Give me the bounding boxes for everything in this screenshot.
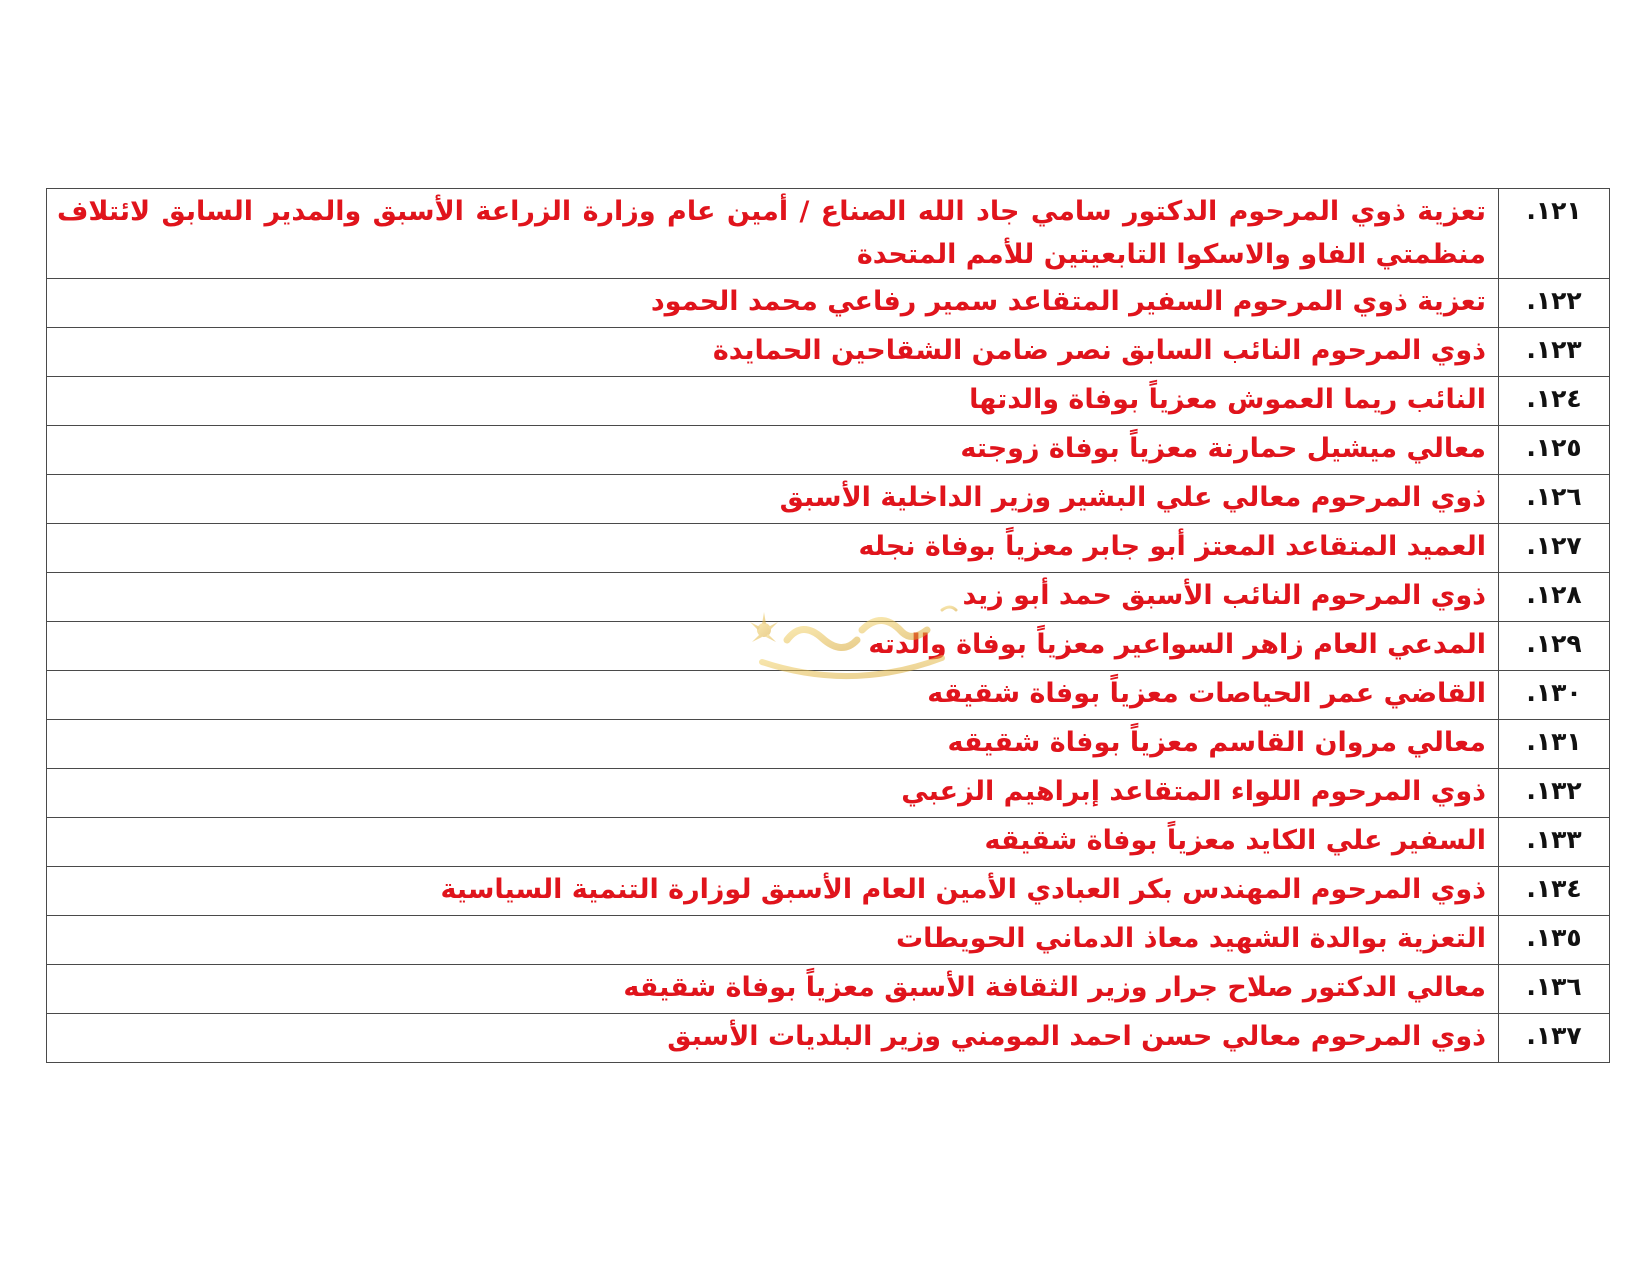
- condolence-text: العميد المتقاعد المعتز أبو جابر معزياً بوفاة نجله: [47, 524, 1499, 573]
- table-row: [47, 622, 1610, 671]
- row-number: ١٢٦.: [1499, 475, 1610, 524]
- table-row: [47, 867, 1610, 916]
- condolence-text: ذوي المرحوم النائب السابق نصر ضامن الشقاحين الحمايدة: [47, 328, 1499, 377]
- condolence-table: [46, 188, 1610, 1063]
- condolence-text: ذوي المرحوم النائب الأسبق حمد أبو زيد: [47, 573, 1499, 622]
- table-row: [47, 818, 1610, 867]
- table-row: [47, 426, 1610, 475]
- condolence-text: تعزية ذوي المرحوم الدكتور سامي جاد الله الصناع / أمين عام وزارة الزراعة الأسبق والمدير السابق لائتلاف منظمتي الفاو والاسكوا التابعيتين للأمم المتحدة: [47, 189, 1499, 279]
- row-number: ١٣٣.: [1499, 818, 1610, 867]
- row-number: ١٢٧.: [1499, 524, 1610, 573]
- row-number: ١٣٧.: [1499, 1014, 1610, 1063]
- table-row: [47, 916, 1610, 965]
- table-row: [47, 769, 1610, 818]
- table-row: [47, 1014, 1610, 1063]
- table-row: [47, 377, 1610, 426]
- row-number: ١٢٤.: [1499, 377, 1610, 426]
- condolence-text: ذوي المرحوم المهندس بكر العبادي الأمين العام الأسبق لوزارة التنمية السياسية: [47, 867, 1499, 916]
- row-number: ١٢٢.: [1499, 279, 1610, 328]
- row-number: ١٣١.: [1499, 720, 1610, 769]
- row-number: ١٣٦.: [1499, 965, 1610, 1014]
- condolence-text: تعزية ذوي المرحوم السفير المتقاعد سمير رفاعي محمد الحمود: [47, 279, 1499, 328]
- condolence-text: معالي مروان القاسم معزياً بوفاة شقيقه: [47, 720, 1499, 769]
- condolence-text: معالي الدكتور صلاح جرار وزير الثقافة الأسبق معزياً بوفاة شقيقه: [47, 965, 1499, 1014]
- condolence-table-body: [47, 189, 1610, 1063]
- row-number: ١٣٥.: [1499, 916, 1610, 965]
- table-row: [47, 475, 1610, 524]
- condolence-text: معالي ميشيل حمارنة معزياً بوفاة زوجته: [47, 426, 1499, 475]
- table-row: [47, 965, 1610, 1014]
- condolence-text: ذوي المرحوم معالي علي البشير وزير الداخلية الأسبق: [47, 475, 1499, 524]
- table-row: [47, 573, 1610, 622]
- table-row: [47, 671, 1610, 720]
- row-number: ١٢١.: [1499, 189, 1610, 279]
- condolence-text: النائب ريما العموش معزياً بوفاة والدتها: [47, 377, 1499, 426]
- condolence-text: القاضي عمر الحياصات معزياً بوفاة شقيقه: [47, 671, 1499, 720]
- row-number: ١٣٢.: [1499, 769, 1610, 818]
- condolence-text: ذوي المرحوم معالي حسن احمد المومني وزير البلديات الأسبق: [47, 1014, 1499, 1063]
- condolence-text: ذوي المرحوم اللواء المتقاعد إبراهيم الزعبي: [47, 769, 1499, 818]
- condolence-text: المدعي العام زاهر السواعير معزياً بوفاة والدته: [47, 622, 1499, 671]
- table-row: [47, 720, 1610, 769]
- condolence-text: التعزية بوالدة الشهيد معاذ الدماني الحويطات: [47, 916, 1499, 965]
- row-number: ١٢٨.: [1499, 573, 1610, 622]
- row-number: ١٢٩.: [1499, 622, 1610, 671]
- row-number: ١٣٤.: [1499, 867, 1610, 916]
- row-number: ١٢٥.: [1499, 426, 1610, 475]
- table-row: [47, 279, 1610, 328]
- table-row: [47, 328, 1610, 377]
- row-number: ١٣٠.: [1499, 671, 1610, 720]
- table-row: [47, 524, 1610, 573]
- condolence-text: السفير علي الكايد معزياً بوفاة شقيقه: [47, 818, 1499, 867]
- row-number: ١٢٣.: [1499, 328, 1610, 377]
- table-row: [47, 189, 1610, 279]
